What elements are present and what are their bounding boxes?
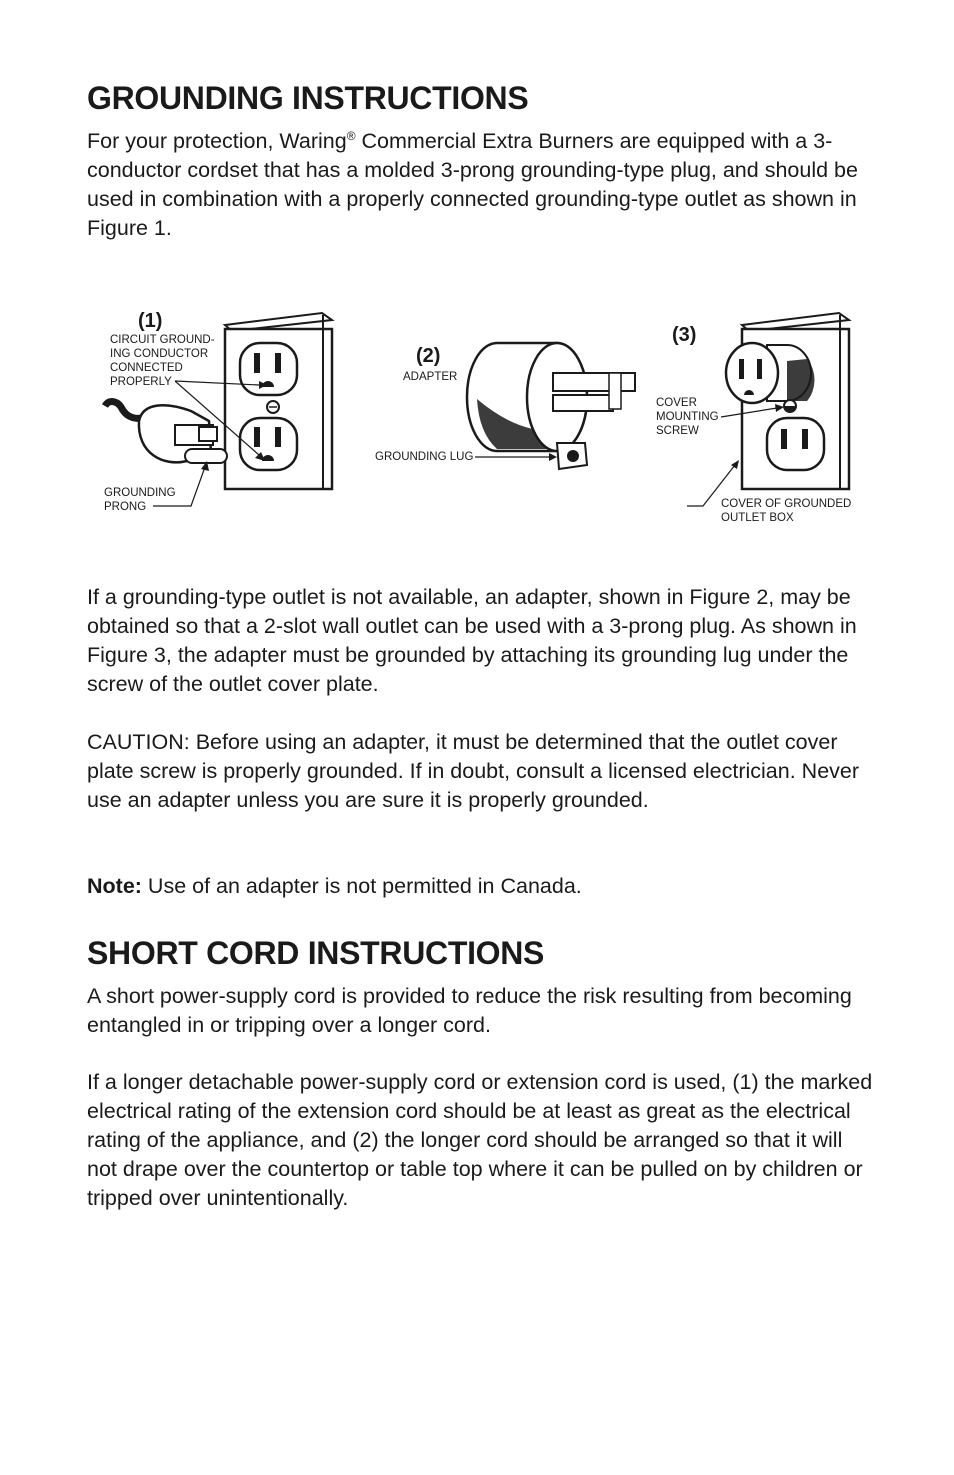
figure-1-label-line-2: ING CONDUCTOR <box>110 348 209 360</box>
outlet-with-adapter-icon <box>726 313 849 489</box>
figure-2-adapter-label: ADAPTER <box>403 371 458 383</box>
figure-3-screw-label-line-3: SCREW <box>656 425 699 437</box>
registered-mark: ® <box>346 128 356 143</box>
adapter-paragraph: If a grounding-type outlet is not available, an adapter, shown in Figure 2, may be obtained so that a 2-slot wall outlet can be used with a 3-prong plug. As shown in Figure 3, the adapter must be grounded by attaching its grounding lug under the screw of the outlet cover plate. <box>87 585 857 696</box>
note-label: Note: <box>87 874 142 898</box>
figure-2-lug-label: GROUNDING LUG <box>375 451 474 463</box>
figure-1-label-line-1: CIRCUIT GROUND- <box>110 334 215 346</box>
figure-3-screw-label-line-1: COVER <box>656 397 697 409</box>
short-cord-heading: SHORT CORD INSTRUCTIONS <box>87 935 545 971</box>
short-cord-paragraph-2: If a longer detachable power-supply cord or extension cord is used, (1) the marked electrical rating of the extension cord should be at least as great as the electrical rating of the appliance, and (2) the longer cord should be arranged so that it will not drape over the countertop or table top where it can be pulled on by children or tripped over unintentionally. <box>87 1070 873 1210</box>
figure-1-label-line-4: PROPERLY <box>110 376 172 388</box>
caution-paragraph: CAUTION: Before using an adapter, it must be determined that the outlet cover plate screw is properly grounded. If in doubt, consult a licensed electrician. Never use an adapter unless you are sure it is properly grounded. <box>87 730 860 812</box>
grounding-heading: GROUNDING INSTRUCTIONS <box>87 80 529 116</box>
figure-1-prong-label-line-2: PRONG <box>104 501 147 513</box>
figure-1-number: (1) <box>138 310 163 332</box>
figure-3-grounded-adapter <box>656 313 851 524</box>
short-cord-paragraph-1: A short power-supply cord is provided to reduce the risk resulting from becoming entangled in or tripping over a longer cord. <box>87 984 852 1037</box>
note-text: Use of an adapter is not permitted in Canada. <box>141 874 582 898</box>
grounding-figures <box>87 303 877 543</box>
figure-1-label-line-3: CONNECTED <box>110 362 183 374</box>
figure-3-box-label-line-2: OUTLET BOX <box>721 512 794 524</box>
figure-1-prong-label-line-1: GROUNDING <box>104 487 176 499</box>
figure-2-adapter <box>375 343 635 469</box>
duplex-outlet-icon <box>225 313 332 489</box>
figure-3-box-label-line-1: COVER OF GROUNDED <box>721 498 852 510</box>
figure-3-screw-label-line-2: MOUNTING <box>656 411 719 423</box>
grounding-intro-paragraph <box>87 127 877 243</box>
intro-text-start: For your protection, Waring <box>87 129 347 153</box>
adapter-icon <box>467 343 635 469</box>
intro-text-end: Commercial Extra Burners are equipped with a 3-conductor cordset that has a molded 3-prong grounding-type plug, and should be used in combination with a properly connected grounding-type outlet as shown in Figure 1. <box>87 129 858 240</box>
figure-3-number: (3) <box>672 324 697 346</box>
figure-1-outlet-with-plug <box>104 310 332 513</box>
figure-2-number: (2) <box>416 345 441 367</box>
note-paragraph <box>87 872 877 901</box>
